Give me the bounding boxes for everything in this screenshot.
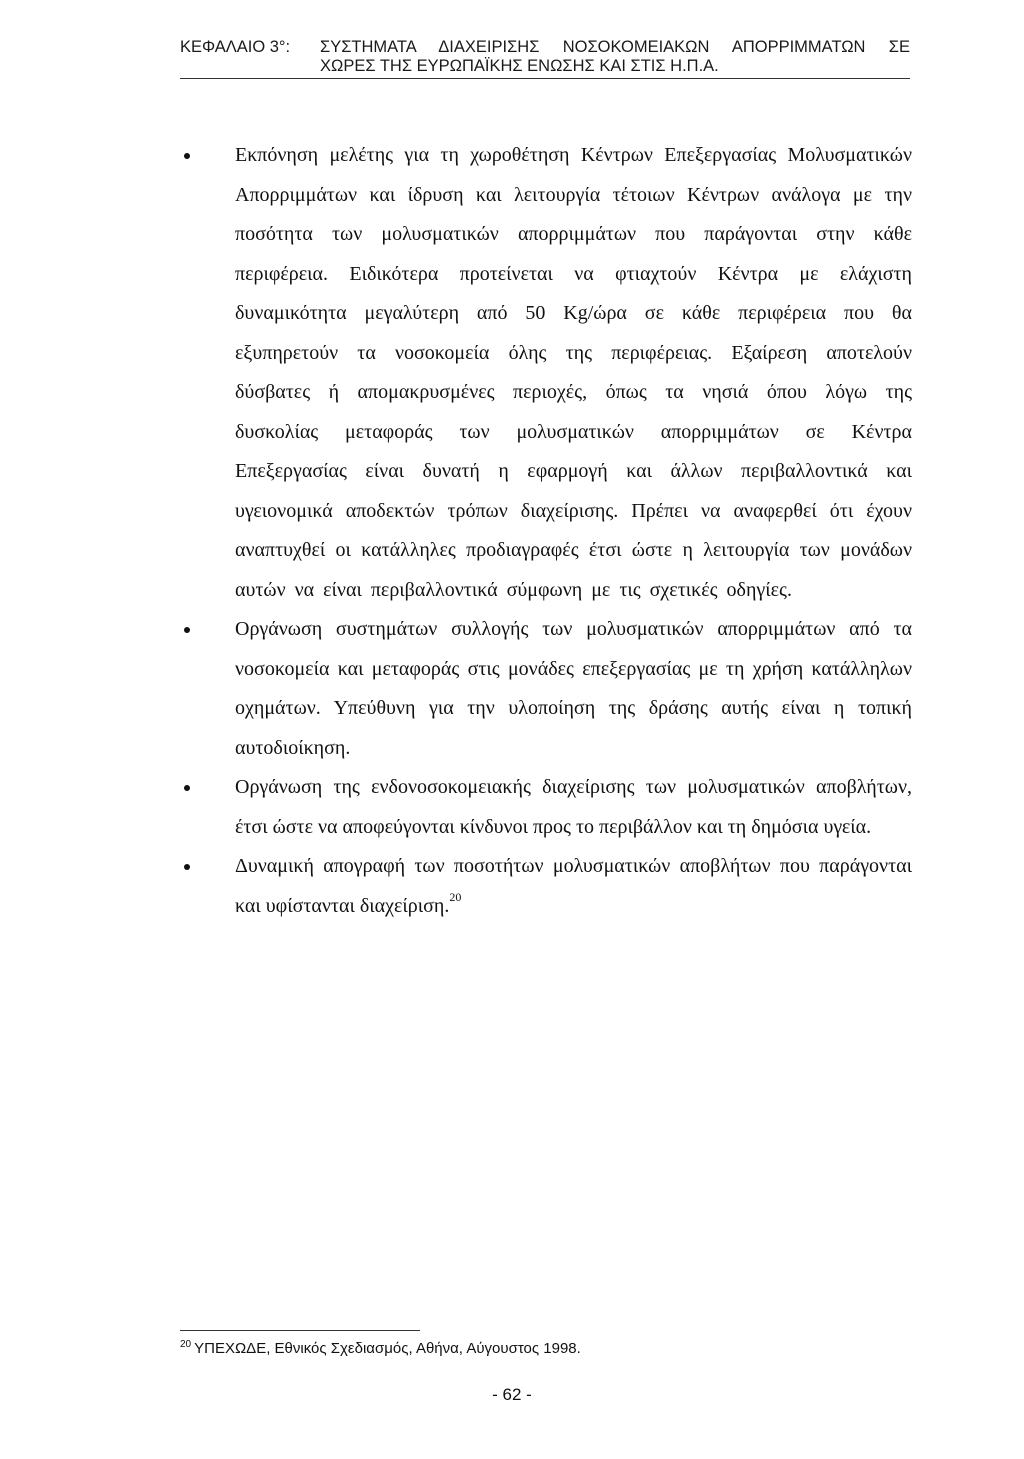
footnote-text: ΥΠΕΧΩΔΕ, Εθνικός Σχεδιασμός, Αθήνα, Αύγουστος 1998.: [194, 1340, 581, 1357]
bullet-icon: [184, 785, 190, 791]
running-header: [180, 38, 910, 76]
bullet-icon: [184, 864, 190, 870]
bullet-item: [180, 847, 912, 926]
header-rule: [180, 78, 910, 79]
bullet-item: [180, 136, 912, 610]
bullet-icon: [184, 153, 190, 159]
bullet-item: [180, 768, 912, 847]
bullet-icon: [184, 627, 190, 633]
chapter-label: ΚΕΦΑΛΑΙΟ 3°:: [180, 38, 291, 56]
header-title-line-2: ΧΩΡΕΣ ΤΗΣ ΕΥΡΩΠΑΪΚΗΣ ΕΝΩΣΗΣ ΚΑΙ ΣΤΙΣ Η.Π.Α.: [320, 57, 719, 75]
page-number: - 62 -: [492, 1385, 532, 1404]
bullet-item: [180, 610, 912, 768]
footnote-reference: 20: [449, 889, 462, 904]
bullet-list: [180, 136, 912, 926]
footnote-number: 20: [180, 1339, 192, 1350]
bullet-text: Δυναμική απογραφή των ποσοτήτων μολυσματικών αποβλήτων που παράγονται και υφίστανται διαχείριση.: [235, 855, 912, 917]
footnote-rule: [180, 1330, 420, 1331]
footnote: [180, 1340, 780, 1358]
bullet-text: Οργάνωση συστημάτων συλλογής των μολυσματικών απορριμμάτων από τα νοσοκομεία και μεταφοράς στις μονάδες επεξεργασίας με τη χρήση κατάλληλων οχημάτων. Υπεύθυνη για την υλοποίηση της δράσης αυτής είναι η τοπική αυτοδιοίκηση.: [235, 618, 912, 759]
header-title-line-1: ΣΥΣΤΗΜΑΤΑ ΔΙΑΧΕΙΡΙΣΗΣ ΝΟΣΟΚΟΜΕΙΑΚΩΝ ΑΠΟΡΡΙΜΜΑΤΩΝ ΣΕ: [320, 38, 910, 56]
bullet-text: Εκπόνηση μελέτης για τη χωροθέτηση Κέντρων Επεξεργασίας Μολυσματικών Απορριμμάτων και ίδρυση και λειτουργία τέτοιων Κέντρων ανάλογα με την ποσότητα των μολυσματικών απορριμμάτων που παράγονται στην κάθε περιφέρεια. Ειδικότερα προτείνεται να φτιαχτούν Κέντρα με ελάχιστη δυναμικότητα μεγαλύτερη από 50 Kg/ώρα σε κάθε περιφέρεια που θα εξυπηρετούν τα νοσοκομεία όλης της περιφέρειας. Εξαίρεση αποτελούν δύσβατες ή απομακρυσμένες περιοχές, όπως τα νησιά όπου λόγω της δυσκολίας μεταφοράς των μολυσματικών απορριμμάτων σε Κέντρα Επεξεργασίας είναι δυνατή η εφαρμογή και άλλων περιβαλλοντικά και υγειονομικά αποδεκτών τρόπων διαχείρισης. Πρέπει να αναφερθεί ότι έχουν αναπτυχθεί οι κατάλληλες προδιαγραφές έτσι ώστε η λειτουργία των μονάδων αυτών να είναι περιβαλλοντικά σύμφωνη με τις σχετικές οδηγίες.: [235, 144, 912, 601]
bullet-text: Οργάνωση της ενδονοσοκομειακής διαχείρισης των μολυσματικών αποβλήτων, έτσι ώστε να αποφεύγονται κίνδυνοι προς το περιβάλλον και τη δημόσια υγεία.: [235, 776, 912, 838]
